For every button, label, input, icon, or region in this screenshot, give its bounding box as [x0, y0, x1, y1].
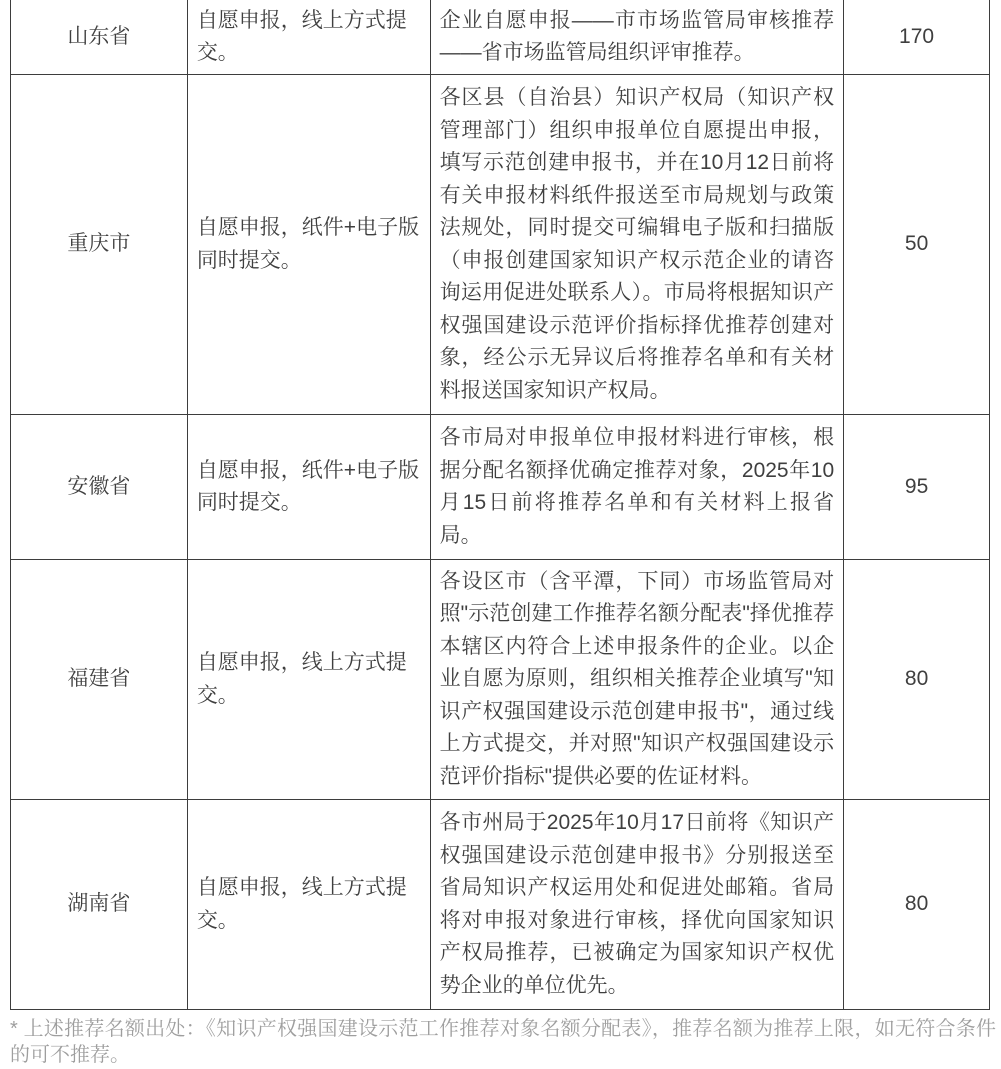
table-row-chongqing	[11, 75, 990, 415]
table-row-fujian	[11, 560, 990, 800]
province-cell: 湖南省	[11, 800, 188, 1009]
quota-cell: 80	[844, 800, 990, 1009]
footnote: * 上述推荐名额出处：《知识产权强国建设示范工作推荐对象名额分配表》，推荐名额为推荐上限，如无符合条件的可不推荐。	[10, 1018, 996, 1066]
province-cell: 山东省	[11, 0, 188, 74]
table-row-anhui	[11, 415, 990, 560]
province-cell: 安徽省	[11, 415, 188, 559]
process-cell	[431, 0, 845, 74]
method-text: 自愿申报，纸件+电子版同时提交。	[196, 458, 420, 514]
province-cell: 福建省	[11, 560, 188, 799]
process-cell	[431, 415, 845, 559]
quota-table	[10, 0, 990, 1010]
process-cell	[431, 800, 845, 1009]
method-text: 自愿申报，纸件+电子版同时提交。	[196, 216, 420, 272]
process-cell	[431, 75, 845, 414]
process-text: 企业自愿申报——市市场监管局审核推荐——省市场监管局组织评审推荐。	[439, 8, 835, 64]
process-text: 各市局对申报单位申报材料进行审核，根据分配名额择优确定推荐对象，2025年10月15日前将推荐名单和有关材料上报省局。	[439, 426, 835, 547]
method-text: 自愿申报，线上方式提交。	[196, 651, 407, 707]
table-row-hunan	[11, 800, 990, 1010]
method-cell	[188, 560, 431, 799]
process-text: 各设区市（含平潭，下同）市场监管局对照"示范创建工作推荐名额分配表"择优推荐本辖区内符合上述申报条件的企业。以企业自愿为原则，组织相关推荐企业填写"知识产权强国建设示范创建申报书"，通过线上方式提交，并对照"知识产权强国建设示范评价指标"提供必要的佐证材料。	[439, 569, 835, 788]
quota-cell: 95	[844, 415, 990, 559]
quota-cell: 50	[844, 75, 990, 414]
method-text: 自愿申报，线上方式提交。	[196, 876, 407, 932]
quota-cell: 80	[844, 560, 990, 799]
process-text: 各市州局于2025年10月17日前将《知识产权强国建设示范创建申报书》分别报送至省局知识产权运用处和促进处邮箱。省局将对申报对象进行审核，择优向国家知识产权局推荐，已被确定为国家知识产权优势企业的单位优先。	[439, 811, 835, 997]
method-cell	[188, 800, 431, 1009]
method-cell	[188, 415, 431, 559]
province-cell: 重庆市	[11, 75, 188, 414]
process-text: 各区县（自治县）知识产权局（知识产权管理部门）组织申报单位自愿提出申报，填写示范创建申报书，并在10月12日前将有关申报材料纸件报送至市局规划与政策法规处，同时提交可编辑电子版和扫描版（申报创建国家知识产权示范企业的请咨询运用促进处联系人）。市局将根据知识产权强国建设示范评价指标择优推荐创建对象，经公示无异议后将推荐名单和有关材料报送国家知识产权局。	[439, 86, 835, 402]
method-cell	[188, 75, 431, 414]
table-row-shandong	[11, 0, 990, 75]
method-cell	[188, 0, 431, 74]
process-cell	[431, 560, 845, 799]
method-text: 自愿申报，线上方式提交。	[196, 8, 407, 64]
quota-cell: 170	[844, 0, 990, 74]
